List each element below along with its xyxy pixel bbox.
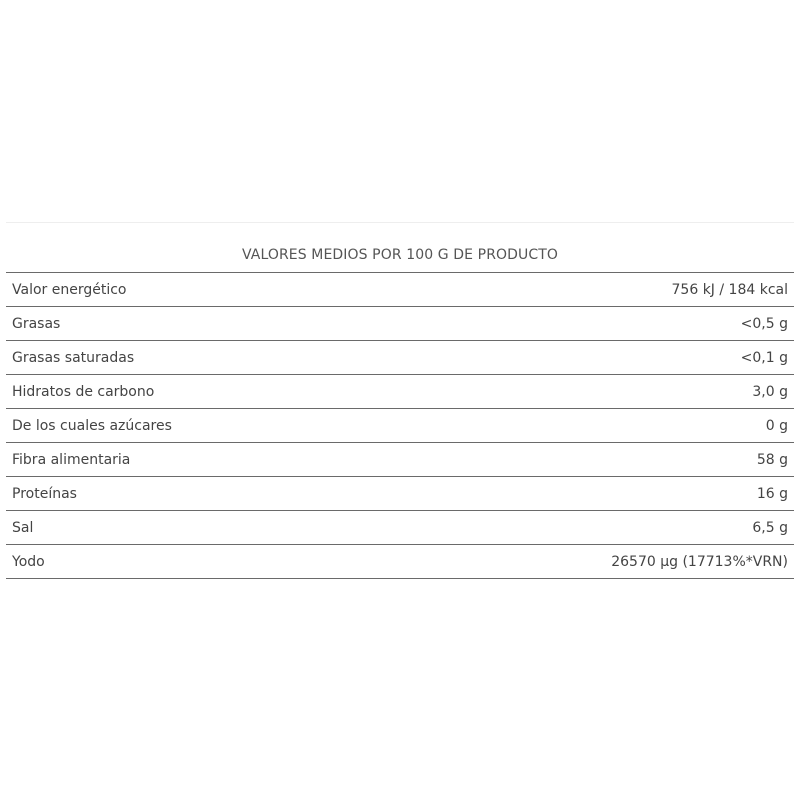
top-divider <box>6 222 794 223</box>
row-value: 58 g <box>756 451 788 468</box>
row-value: 756 kJ / 184 kcal <box>671 281 788 298</box>
row-label: Grasas <box>12 315 61 332</box>
row-value: 0 g <box>765 417 788 434</box>
table-row-saturated-fat <box>6 341 794 375</box>
row-label: Proteínas <box>12 485 77 502</box>
row-value: 26570 µg (17713%*VRN) <box>611 553 788 570</box>
row-value: 6,5 g <box>752 519 788 536</box>
table-row-energy <box>6 273 794 307</box>
nutrition-table <box>6 238 794 579</box>
row-label: Grasas saturadas <box>12 349 135 366</box>
table-row-iodine <box>6 545 794 579</box>
row-value: <0,5 g <box>740 315 788 332</box>
table-title: VALORES MEDIOS POR 100 G DE PRODUCTO <box>6 238 794 273</box>
table-row-sugars <box>6 409 794 443</box>
row-label: Yodo <box>12 553 45 570</box>
row-value: 16 g <box>756 485 788 502</box>
row-value: 3,0 g <box>752 383 788 400</box>
table-row-carbohydrates <box>6 375 794 409</box>
row-value: <0,1 g <box>740 349 788 366</box>
table-row-fiber <box>6 443 794 477</box>
table-row-fat <box>6 307 794 341</box>
row-label: Valor energético <box>12 281 127 298</box>
row-label: De los cuales azúcares <box>12 417 172 434</box>
row-label: Hidratos de carbono <box>12 383 155 400</box>
row-label: Fibra alimentaria <box>12 451 131 468</box>
table-row-salt <box>6 511 794 545</box>
row-label: Sal <box>12 519 34 536</box>
table-row-protein <box>6 477 794 511</box>
